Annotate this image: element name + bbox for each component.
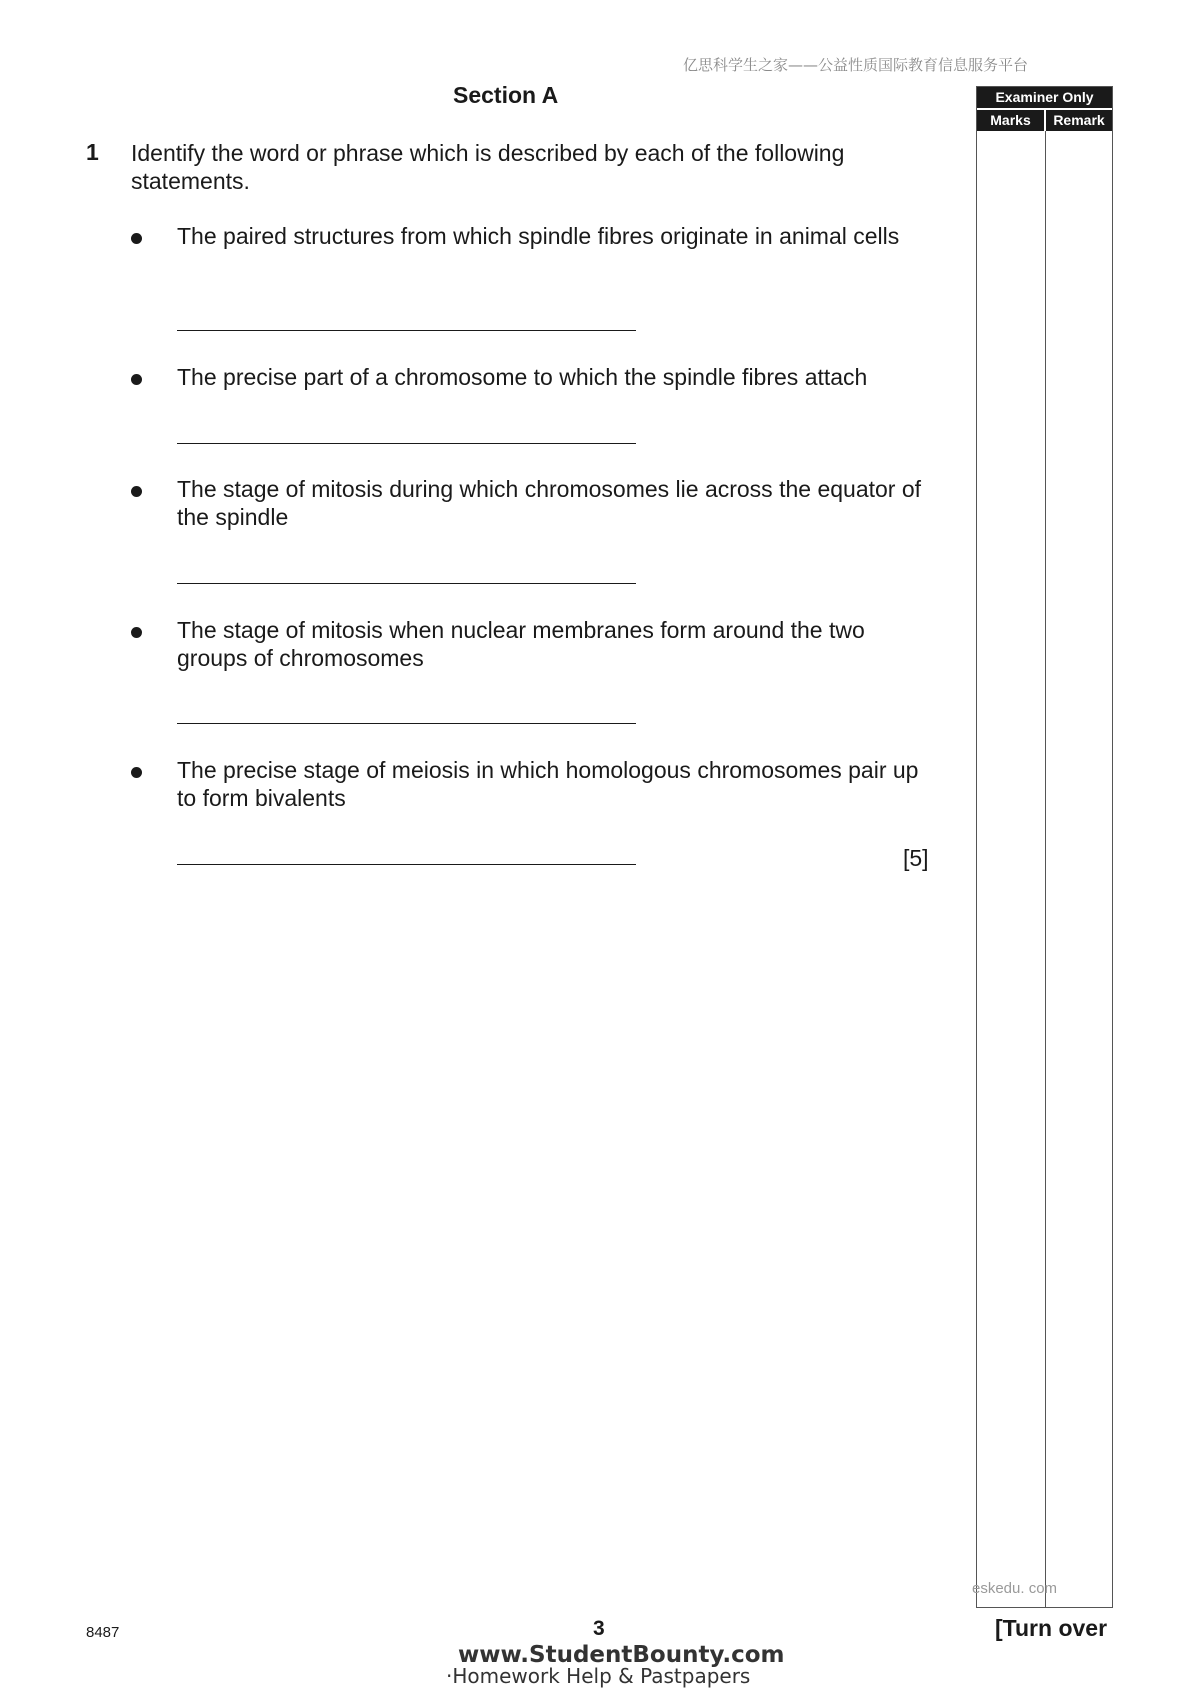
- item-text: The stage of mitosis during which chromosomes lie across the equator of the spindle: [177, 476, 922, 530]
- section-title: Section A: [453, 82, 559, 108]
- studentbounty-tagline: ·Homework Help & Pastpapers: [446, 1664, 751, 1688]
- answer-line[interactable]: [177, 583, 636, 584]
- item-text: The stage of mitosis when nuclear membranes form around the two groups of chromosomes: [177, 617, 865, 671]
- bullet-icon: [131, 233, 142, 244]
- examiner-watermark: eskedu. com: [972, 1580, 1058, 1597]
- examiner-only-box: [976, 86, 1113, 1608]
- remark-column-header: Remark: [1046, 110, 1112, 131]
- answer-line[interactable]: [177, 864, 636, 865]
- header-watermark: 亿思科学生之家——公益性质国际教育信息服务平台: [683, 56, 1029, 74]
- bullet-icon: [131, 627, 142, 638]
- bullet-icon: [131, 374, 142, 385]
- marks-column-header: Marks: [977, 110, 1044, 131]
- answer-line[interactable]: [177, 723, 636, 724]
- bullet-icon: [131, 486, 142, 497]
- turn-over-label: [Turn over: [995, 1615, 1108, 1641]
- paper-code: 8487: [86, 1624, 120, 1641]
- question-text: Identify the word or phrase which is described by each of the following statements.: [131, 140, 845, 194]
- studentbounty-url[interactable]: www.StudentBounty.com: [458, 1642, 785, 1668]
- question-number: 1: [86, 139, 99, 165]
- column-divider: [1045, 131, 1046, 1607]
- marks-label: [5]: [903, 845, 929, 871]
- page-number: 3: [593, 1617, 605, 1640]
- answer-line[interactable]: [177, 443, 636, 444]
- bullet-icon: [131, 767, 142, 778]
- item-text: The precise stage of meiosis in which homologous chromosomes pair up to form bivalents: [177, 757, 919, 811]
- examiner-only-title: Examiner Only: [977, 87, 1112, 108]
- answer-line[interactable]: [177, 330, 636, 331]
- item-text: The precise part of a chromosome to which the spindle fibres attach: [177, 364, 868, 390]
- item-text: The paired structures from which spindle fibres originate in animal cells: [177, 223, 900, 249]
